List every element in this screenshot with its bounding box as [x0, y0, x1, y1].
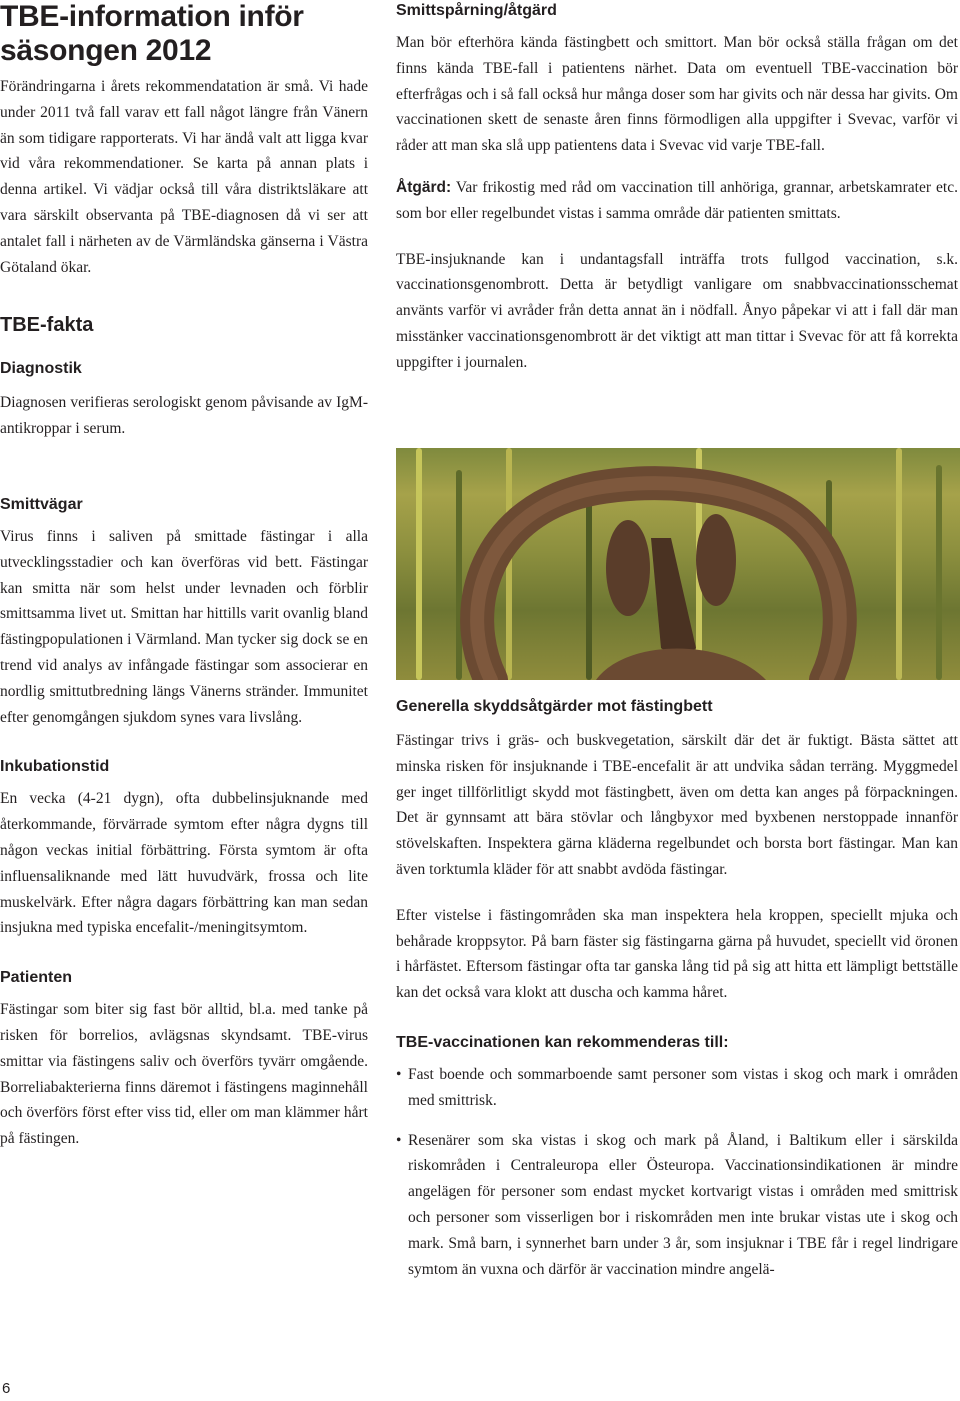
smittvagar-text: Virus finns i saliven på smittade fästingar i alla utvecklingsstadier och kan överföras vid bett. Fästingar kan smitta när som helst under levnaden och förblir smittsamma livet ut. Smittan har hittills varit ovanlig bland fästingpopulationen i Värmland. Man tycker sig dock se en trend vid analys av infångade fästingar som associerar en nordlig smittutbredning längs Vänerns stränder. Immunitet efter genomgången sjukdom synes vara livslång. [0, 528, 368, 726]
skydd-paragraph-1: Fästingar trivs i gräs- och buskvegetation, särskilt där det är fuktigt. Bästa sättet att minska risken för insjuknande i TBE-encefalit är att undvika sådan terräng. Myggmedel ger inget tillförlitligt skydd mot fästingbett, även om detta kan anges på förpackningen. Det är gynnsamt att bära stövlar och långbyxor med byxbenen nerstoppade innanför stövelskaften. Inspektera gärna kläderna regelbundet och borsta bort fästingar. Man kan även torktumla kläder för att snabbt avdöda fästingar. [396, 732, 958, 878]
genombrott-text: TBE-insjuknande kan i undantagsfall inträffa trots fullgod vaccination, s.k. vaccinationsgenombrott. Detta är betydligt vanligare om snabbvaccinationsschemat använts varför vi avråder från detta annat än i nödfall. Ånyo påpekar vi att i fall där man misstänker vaccinationsgenombrott är det viktigt att man tittar i Svevac för att få korrekta uppgifter i journalen. [396, 250, 958, 371]
inkubation-text: En vecka (4-21 dygn), ofta dubbelinsjuknande med återkommande, förvärrade symtom efter några dygns till någon veckas initial förbättring. Första symtom är ofta influensaliknande med lätt huvudvärk, frossa och lite muskelvärk. Efter några dagars förbättring kan man sedan insjukna med typiska encefalit-/meningitsymtom. [0, 790, 368, 937]
bullet-icon: • [396, 1065, 402, 1083]
list-item-text: Fast boende och sommarboende samt personer som vistas i skog och mark i områden med smittrisk. [408, 1065, 958, 1109]
skydd-paragraph-2: Efter vistelse i fästingområden ska man inspektera hela kroppen, speciellt mjuka och behårade kroppsytor. På barn fäster sig fästingarna gärna på huvudet, speciellt vid öronen i hårfästet. Eftersom fästingar ofta tar ganska lång tid på sig att hitta ett lämpligt bettställe kan det också vara klokt att duscha och kamma håret. [396, 906, 958, 1002]
right-column-bottom [396, 696, 958, 1282]
atgard-paragraph [396, 175, 958, 227]
list-item-text: Resenärer som ska vistas i skog och mark på Åland, i Baltikum eller i särskilda riskområden i Centraleuropa eller Östeuropa. Vaccinationsindikationen är mindre angelägen för personer som endast mycket kortvarigt vistas i områden med smittrisk och personer som visserligen bor i riskområden men inte brukar vistas ute i skog och mark. Små barn, i synnerhet barn under 3 år, som insjuknar i TBE får i regel lindrigare symtom än vuxna och därför är vaccination mindre angelä- [408, 1131, 958, 1278]
list-item [396, 1062, 958, 1114]
right-column-top [396, 0, 958, 376]
diagnostik-text: Diagnosen verifieras serologiskt genom påvisande av IgM-antikroppar i serum. [0, 394, 368, 438]
diagnostik-heading: Diagnostik [0, 360, 82, 378]
skydd-heading: Generella skyddsåtgärder mot fästingbett [396, 698, 713, 715]
bullet-icon: • [396, 1131, 402, 1149]
inkubation-heading: Inkubationstid [0, 758, 110, 776]
atgard-label: Åtgärd: [396, 178, 452, 196]
list-item [396, 1128, 958, 1283]
tick-silhouette-icon [396, 448, 960, 680]
smittvagar-heading: Smittvägar [0, 496, 83, 513]
left-column-top [0, 0, 368, 442]
vaccination-heading: TBE-vaccinationen kan rekommenderas till: [396, 1033, 729, 1051]
patienten-heading: Patienten [0, 969, 73, 987]
patienten-text: Fästingar som biter sig fast bör alltid, bl.a. med tanke på risken för borrelios, avlägsnas skyndsamt. TBE-virus smittar via fästingens saliv och överförs tyvärr omgående. Borreliabakterierna finns däremot i fästingens maginnehåll och överförs först efter viss tid, eller om man klämmer hårt på fästingen. [0, 1001, 368, 1148]
smittsparning-heading: Smittspårning/åtgärd [396, 2, 557, 19]
vaccination-list [396, 1062, 958, 1282]
intro-paragraph: Förändringarna i årets rekommendatation är små. Vi hade under 2011 två fall varav ett fall något längre från Vänern än som tidigare rapporterats. Vi har ändå valt att ligga kvar vid våra rekommendationer. Se karta på annan plats i denna artikel. Vi vädjar också till våra distriktsläkare att vara särskilt observanta på TBE-diagnosen då vi ser att antalet fall i närheten av de Värmländska gänserna i Västra Götaland ökar. [0, 78, 368, 276]
left-column-bottom [0, 494, 368, 1152]
fakta-heading: TBE-fakta [0, 314, 94, 337]
tick-photo [396, 448, 960, 680]
smittsparning-text: Man bör efterhöra kända fästingbett och smittort. Man bör också ställa frågan om det finns kända TBE-fall i patientens närhet. Data om eventuell TBE-vaccination bör efterfrågas och i så fall också hur många doser som har givits och när dessa har givits. Om vaccinationen skett de senaste åren finns förmodligen alla uppgifter i Svevac, varför vi råder att man ska slå upp patientens data i Svevac vid varje TBE-fall. [396, 34, 958, 155]
page-title: TBE-information inför säsongen 2012 [0, 0, 304, 67]
atgard-text: Var frikostig med råd om vaccination till anhöriga, grannar, arbetskamrater etc. som bor eller regelbundet vistas i samma område där patienten smittats. [396, 178, 958, 222]
page-number: 6 [2, 1380, 11, 1397]
